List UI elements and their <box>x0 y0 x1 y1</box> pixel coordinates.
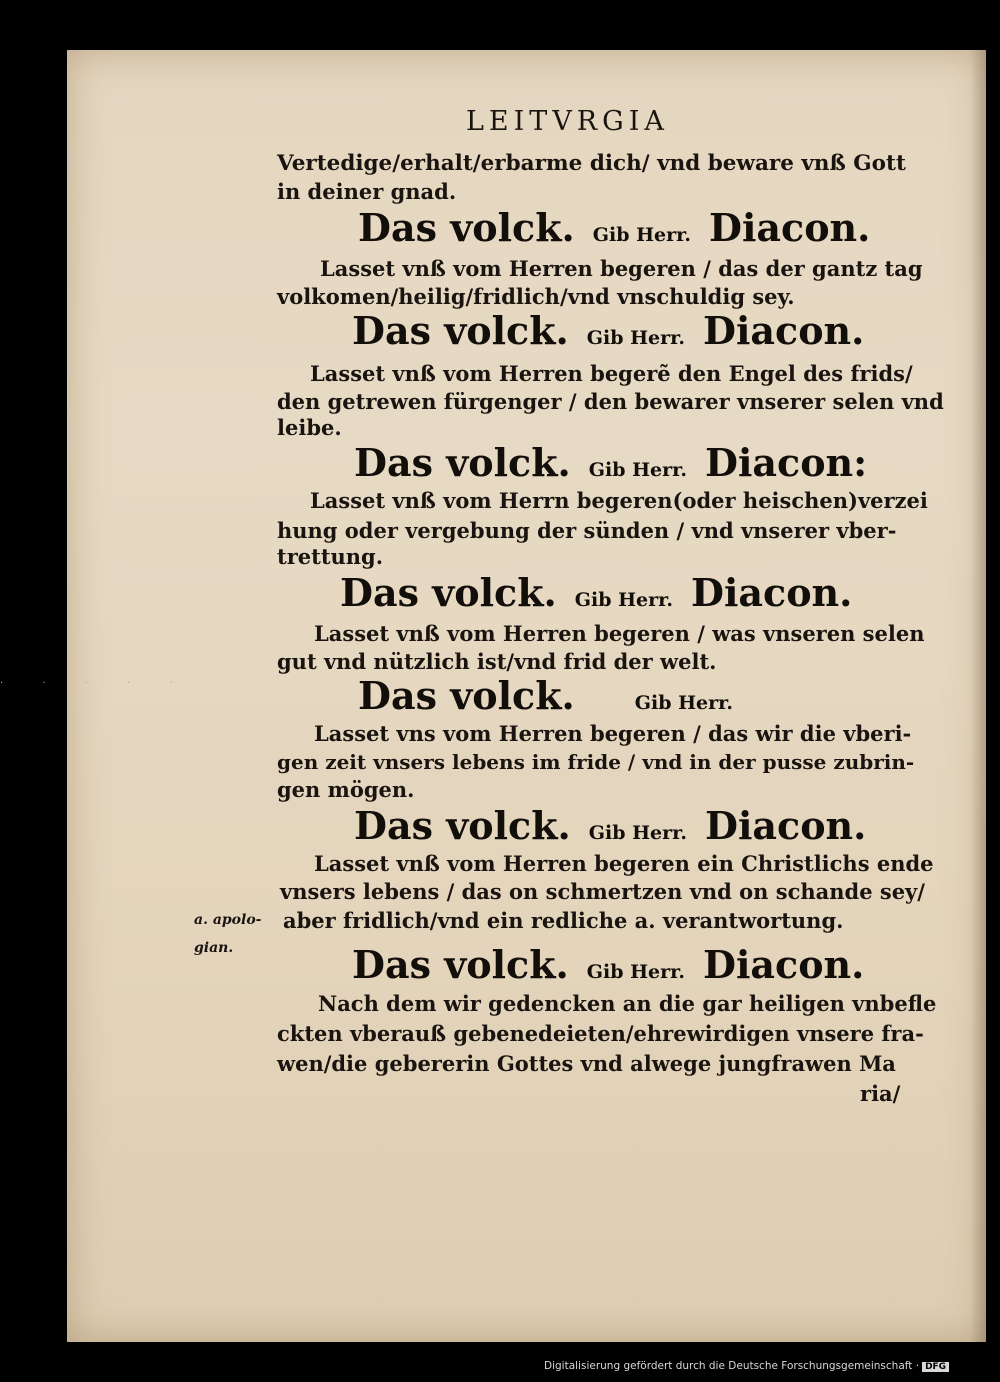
response-kyrie: Gib Herr. <box>588 822 688 844</box>
text-line: volkomen/heilig/fridlich/vnd vnschuldig sey. <box>277 284 795 309</box>
text-line: Lasset vnß vom Herrn begeren(oder heischen)verzei <box>310 488 928 513</box>
response-line <box>354 440 867 485</box>
dfg-logo: DFG <box>922 1362 949 1372</box>
margin-note-line2: gian. <box>194 940 234 956</box>
text-line: Lasset vns vom Herren begeren / das wir die vberi- <box>314 721 912 746</box>
response-deacon: Diacon. <box>691 570 853 615</box>
footer-credit <box>544 1360 949 1372</box>
margin-note-line1: a. apolo- <box>194 912 262 928</box>
text-line: Lasset vnß vom Herren begeren / das der gantz tag <box>320 256 923 281</box>
text-line: in deiner gnad. <box>277 179 457 204</box>
text-line: gut vnd nützlich ist/vnd frid der welt. <box>277 649 717 674</box>
text-line: vnsers lebens / das on schmertzen vnd on schande sey/ <box>280 879 925 904</box>
text-line: Lasset vnß vom Herren begeren / was vnseren selen <box>314 621 925 646</box>
running-head: LEITVRGIA <box>466 106 669 137</box>
response-people: Das volck. <box>354 803 571 848</box>
response-deacon: Diacon. <box>703 942 865 987</box>
response-line <box>340 570 852 615</box>
response-line <box>358 673 751 718</box>
response-deacon: Diacon. <box>703 308 865 353</box>
text-line: leibe. <box>277 415 342 440</box>
response-deacon: Diacon. <box>705 803 867 848</box>
response-people: Das volck. <box>352 942 569 987</box>
text-line: trettung. <box>277 544 384 569</box>
text-line: ria/ <box>860 1081 901 1106</box>
response-people: Das volck. <box>358 205 575 250</box>
text-line: hung oder vergebung der sünden / vnd vnserer vber- <box>277 518 897 543</box>
text-line: Lasset vnß vom Herren begerẽ den Engel des frids/ <box>310 361 913 386</box>
text-line: wen/die gebererin Gottes vnd alwege jungfrawen Ma <box>277 1051 896 1076</box>
response-line <box>352 308 864 353</box>
response-line <box>358 205 870 250</box>
text-line: gen mögen. <box>277 777 415 802</box>
response-line <box>352 942 864 987</box>
text-line: ckten vberauß gebenedeieten/ehrewirdigen vnsere fra- <box>277 1021 924 1046</box>
response-kyrie: Gib Herr. <box>634 692 734 714</box>
text-line: Lasset vnß vom Herren begeren ein Christlichs ende <box>314 851 934 876</box>
page-edge-marks: · · · · · <box>0 678 191 689</box>
response-line <box>354 803 866 848</box>
response-people: Das volck. <box>340 570 557 615</box>
response-people: Das volck. <box>358 673 575 718</box>
response-kyrie: Gib Herr. <box>586 961 686 983</box>
footer-text: Digitalisierung gefördert durch die Deutsche Forschungsgemeinschaft · <box>544 1360 920 1372</box>
text-line: gen zeit vnsers lebens im fride / vnd in der pusse zubrin- <box>277 750 915 774</box>
response-kyrie: Gib Herr. <box>586 327 686 349</box>
response-kyrie: Gib Herr. <box>592 224 692 246</box>
text-line: Vertedige/erhalt/erbarme dich/ vnd beware vnß Gott <box>277 151 906 176</box>
response-kyrie: Gib Herr. <box>588 459 688 481</box>
response-people: Das volck. <box>354 440 571 485</box>
text-line: den getrewen fürgenger / den bewarer vnserer selen vnd <box>277 389 944 414</box>
text-line: Nach dem wir gedencken an die gar heiligen vnbefle <box>318 991 937 1016</box>
response-deacon: Diacon. <box>709 205 871 250</box>
response-deacon: Diacon: <box>705 440 868 485</box>
response-kyrie: Gib Herr. <box>574 589 674 611</box>
response-people: Das volck. <box>352 308 569 353</box>
text-line: aber fridlich/vnd ein redliche a. verantwortung. <box>283 908 844 933</box>
